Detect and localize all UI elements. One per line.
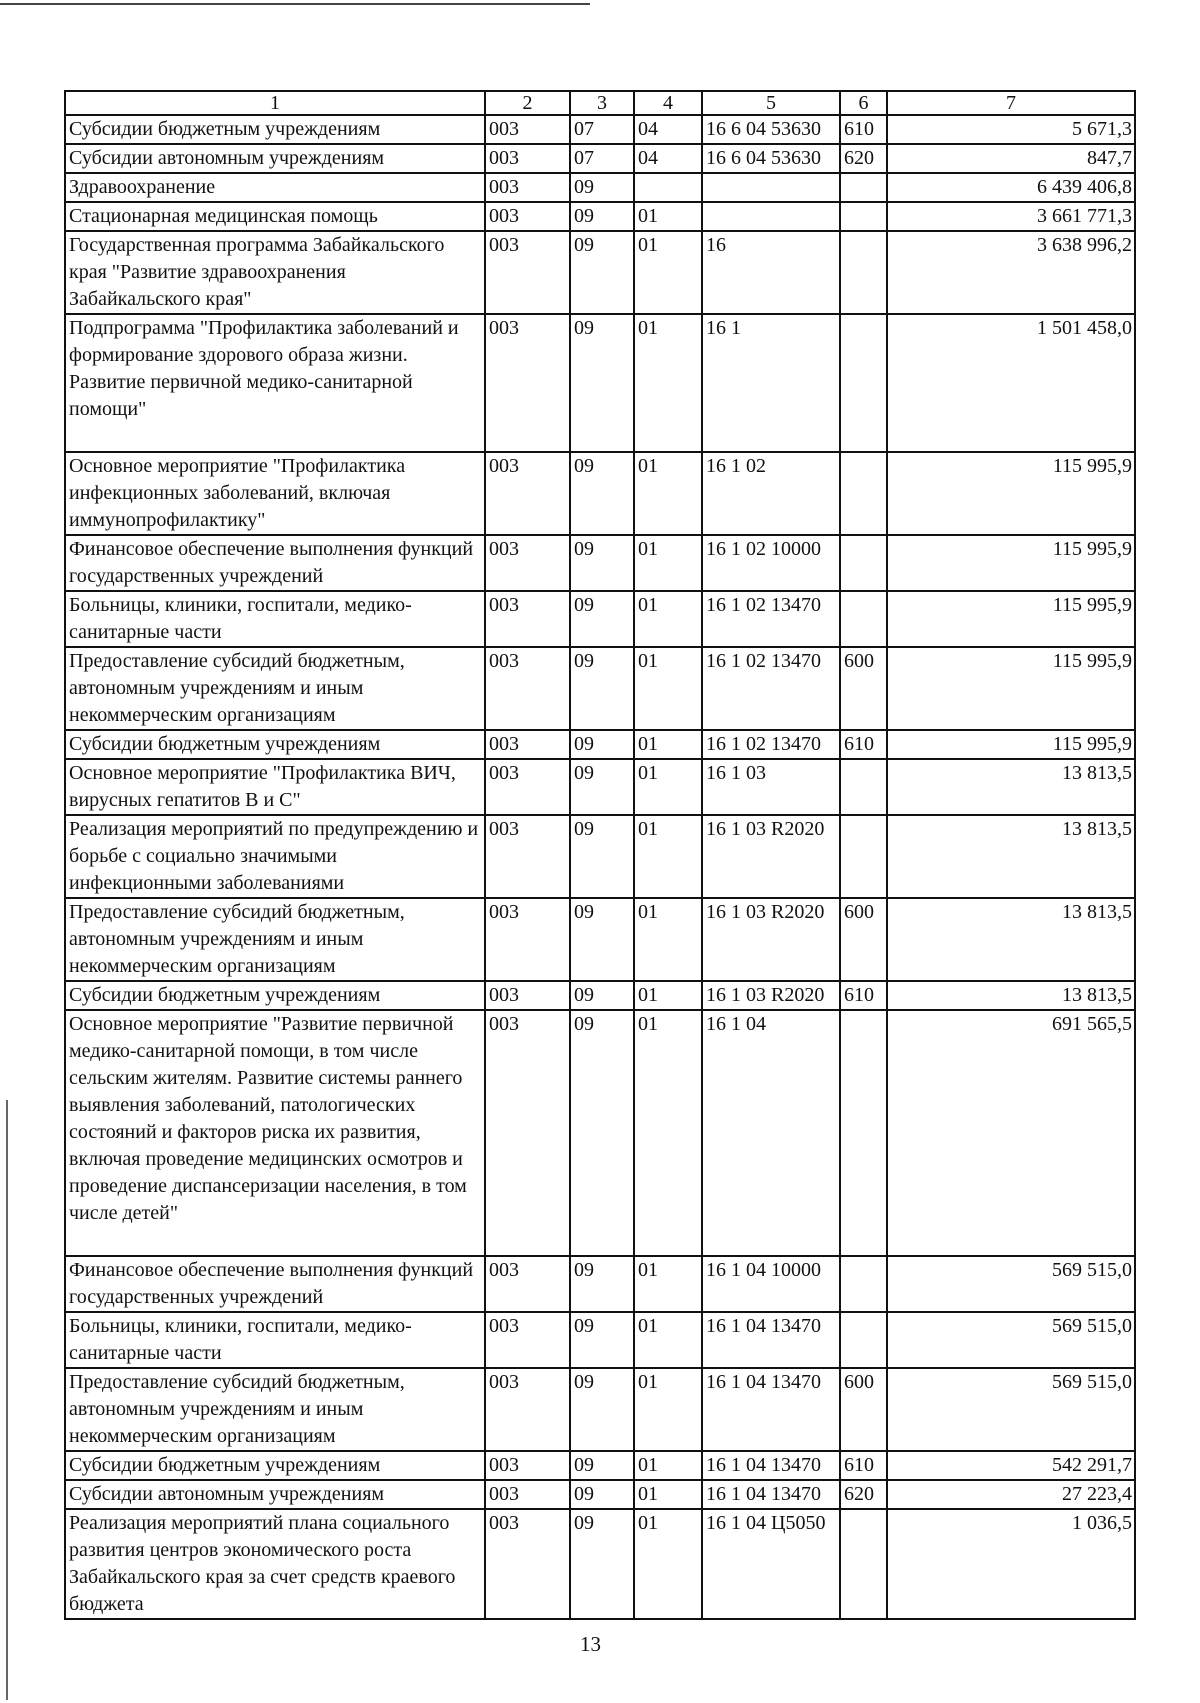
subsection-code-cell: 04 <box>634 144 702 173</box>
header-cell: 7 <box>887 91 1135 115</box>
top-edge-line <box>0 3 590 5</box>
section-code-cell: 09 <box>570 591 634 647</box>
section-code-cell: 09 <box>570 1509 634 1619</box>
subsection-code-cell: 01 <box>634 759 702 815</box>
grbs-code-cell: 003 <box>485 115 570 144</box>
target-article-cell: 16 1 04 Ц5050 <box>702 1509 840 1619</box>
target-article-cell: 16 1 04 13470 <box>702 1480 840 1509</box>
amount-cell: 13 813,5 <box>887 981 1135 1010</box>
section-code-cell: 09 <box>570 452 634 535</box>
target-article-cell <box>702 173 840 202</box>
target-article-cell: 16 1 02 10000 <box>702 535 840 591</box>
subsection-code-cell: 01 <box>634 231 702 314</box>
table-row <box>65 1368 1135 1451</box>
subsection-code-cell: 01 <box>634 647 702 730</box>
expense-type-cell <box>840 815 887 898</box>
grbs-code-cell: 003 <box>485 314 570 452</box>
expense-type-cell <box>840 202 887 231</box>
table-row <box>65 173 1135 202</box>
table-row <box>65 759 1135 815</box>
subsection-code-cell: 01 <box>634 1256 702 1312</box>
amount-cell: 115 995,9 <box>887 591 1135 647</box>
amount-cell: 115 995,9 <box>887 647 1135 730</box>
grbs-code-cell: 003 <box>485 173 570 202</box>
amount-cell: 115 995,9 <box>887 535 1135 591</box>
amount-cell: 6 439 406,8 <box>887 173 1135 202</box>
amount-cell: 13 813,5 <box>887 898 1135 981</box>
section-code-cell: 09 <box>570 759 634 815</box>
row-name-cell: Здравоохранение <box>65 173 485 202</box>
expense-type-cell: 620 <box>840 1480 887 1509</box>
subsection-code-cell: 01 <box>634 1010 702 1256</box>
subsection-code-cell: 01 <box>634 202 702 231</box>
expense-type-cell: 600 <box>840 647 887 730</box>
amount-cell: 13 813,5 <box>887 815 1135 898</box>
row-name-cell: Субсидии автономным учреждениям <box>65 144 485 173</box>
table-row <box>65 1451 1135 1480</box>
row-name-cell: Основное мероприятие "Профилактика ВИЧ, вирусных гепатитов В и С" <box>65 759 485 815</box>
grbs-code-cell: 003 <box>485 231 570 314</box>
grbs-code-cell: 003 <box>485 452 570 535</box>
expense-type-cell <box>840 314 887 452</box>
section-code-cell: 09 <box>570 647 634 730</box>
amount-cell: 569 515,0 <box>887 1312 1135 1368</box>
target-article-cell: 16 1 02 13470 <box>702 647 840 730</box>
grbs-code-cell: 003 <box>485 1010 570 1256</box>
section-code-cell: 09 <box>570 1256 634 1312</box>
section-code-cell: 09 <box>570 1451 634 1480</box>
target-article-cell: 16 1 <box>702 314 840 452</box>
row-name-cell: Субсидии бюджетным учреждениям <box>65 1451 485 1480</box>
header-cell: 2 <box>485 91 570 115</box>
header-cell: 1 <box>65 91 485 115</box>
table-row <box>65 1010 1135 1256</box>
subsection-code-cell: 01 <box>634 1368 702 1451</box>
amount-cell: 5 671,3 <box>887 115 1135 144</box>
target-article-cell: 16 1 02 13470 <box>702 730 840 759</box>
left-edge-line <box>6 1100 8 1700</box>
row-name-cell: Предоставление субсидий бюджетным, автономным учреждениям и иным некоммерческим организациям <box>65 647 485 730</box>
page-number: 13 <box>580 1632 601 1656</box>
expense-type-cell <box>840 173 887 202</box>
target-article-cell: 16 <box>702 231 840 314</box>
table-row <box>65 815 1135 898</box>
target-article-cell: 16 1 03 <box>702 759 840 815</box>
header-cell: 6 <box>840 91 887 115</box>
section-code-cell: 09 <box>570 1010 634 1256</box>
section-code-cell: 09 <box>570 815 634 898</box>
amount-cell: 847,7 <box>887 144 1135 173</box>
target-article-cell: 16 1 02 13470 <box>702 591 840 647</box>
target-article-cell: 16 1 03 R2020 <box>702 815 840 898</box>
section-code-cell: 09 <box>570 314 634 452</box>
grbs-code-cell: 003 <box>485 759 570 815</box>
row-name-cell: Реализация мероприятий по предупреждению и борьбе с социально значимыми инфекционными заболеваниями <box>65 815 485 898</box>
target-article-cell: 16 1 04 13470 <box>702 1368 840 1451</box>
subsection-code-cell: 01 <box>634 1312 702 1368</box>
target-article-cell: 16 1 03 R2020 <box>702 898 840 981</box>
grbs-code-cell: 003 <box>485 202 570 231</box>
subsection-code-cell: 01 <box>634 981 702 1010</box>
expense-type-cell: 610 <box>840 115 887 144</box>
table-row <box>65 202 1135 231</box>
subsection-code-cell: 01 <box>634 1509 702 1619</box>
budget-table <box>64 90 1136 1620</box>
target-article-cell: 16 6 04 53630 <box>702 115 840 144</box>
target-article-cell: 16 1 04 10000 <box>702 1256 840 1312</box>
header-cell: 3 <box>570 91 634 115</box>
header-row <box>65 91 1135 115</box>
row-name-cell: Финансовое обеспечение выполнения функций государственных учреждений <box>65 535 485 591</box>
table-row <box>65 1509 1135 1619</box>
row-name-cell: Субсидии бюджетным учреждениям <box>65 730 485 759</box>
section-code-cell: 09 <box>570 981 634 1010</box>
grbs-code-cell: 003 <box>485 1256 570 1312</box>
expense-type-cell <box>840 1256 887 1312</box>
amount-cell: 115 995,9 <box>887 452 1135 535</box>
amount-cell: 1 036,5 <box>887 1509 1135 1619</box>
amount-cell: 542 291,7 <box>887 1451 1135 1480</box>
subsection-code-cell: 01 <box>634 452 702 535</box>
grbs-code-cell: 003 <box>485 144 570 173</box>
target-article-cell: 16 1 03 R2020 <box>702 981 840 1010</box>
subsection-code-cell <box>634 173 702 202</box>
table-row <box>65 647 1135 730</box>
expense-type-cell <box>840 1509 887 1619</box>
target-article-cell: 16 1 04 <box>702 1010 840 1256</box>
subsection-code-cell: 01 <box>634 898 702 981</box>
table-row <box>65 1480 1135 1509</box>
amount-cell: 691 565,5 <box>887 1010 1135 1256</box>
grbs-code-cell: 003 <box>485 591 570 647</box>
section-code-cell: 09 <box>570 1368 634 1451</box>
table-row <box>65 1256 1135 1312</box>
table-row <box>65 144 1135 173</box>
amount-cell: 3 661 771,3 <box>887 202 1135 231</box>
section-code-cell: 09 <box>570 231 634 314</box>
table-body <box>65 115 1135 1619</box>
target-article-cell <box>702 202 840 231</box>
row-name-cell: Предоставление субсидий бюджетным, автономным учреждениям и иным некоммерческим организациям <box>65 898 485 981</box>
grbs-code-cell: 003 <box>485 1509 570 1619</box>
row-name-cell: Больницы, клиники, госпитали, медико-санитарные части <box>65 1312 485 1368</box>
amount-cell: 13 813,5 <box>887 759 1135 815</box>
expense-type-cell <box>840 231 887 314</box>
subsection-code-cell: 01 <box>634 815 702 898</box>
grbs-code-cell: 003 <box>485 1312 570 1368</box>
header-cell: 4 <box>634 91 702 115</box>
row-name-cell: Государственная программа Забайкальского края "Развитие здравоохранения Забайкальского края" <box>65 231 485 314</box>
section-code-cell: 09 <box>570 1480 634 1509</box>
amount-cell: 3 638 996,2 <box>887 231 1135 314</box>
table-row <box>65 231 1135 314</box>
table-row <box>65 730 1135 759</box>
section-code-cell: 09 <box>570 173 634 202</box>
table-row <box>65 591 1135 647</box>
amount-cell: 569 515,0 <box>887 1256 1135 1312</box>
expense-type-cell <box>840 591 887 647</box>
grbs-code-cell: 003 <box>485 1480 570 1509</box>
section-code-cell: 07 <box>570 115 634 144</box>
expense-type-cell <box>840 535 887 591</box>
expense-type-cell <box>840 1312 887 1368</box>
table-row <box>65 535 1135 591</box>
section-code-cell: 09 <box>570 1312 634 1368</box>
section-code-cell: 09 <box>570 898 634 981</box>
row-name-cell: Основное мероприятие "Развитие первичной медико-санитарной помощи, в том числе сельским жителям. Развитие системы раннего выявления заболеваний, патологических состояний и факторов риска их развития, включая проведение медицинских осмотров и проведение диспансеризации населения, в том числе детей" <box>65 1010 485 1256</box>
row-name-cell: Субсидии автономным учреждениям <box>65 1480 485 1509</box>
section-code-cell: 09 <box>570 202 634 231</box>
expense-type-cell <box>840 759 887 815</box>
grbs-code-cell: 003 <box>485 647 570 730</box>
amount-cell: 569 515,0 <box>887 1368 1135 1451</box>
grbs-code-cell: 003 <box>485 815 570 898</box>
expense-type-cell: 610 <box>840 1451 887 1480</box>
table-row <box>65 452 1135 535</box>
header-cell: 5 <box>702 91 840 115</box>
amount-cell: 1 501 458,0 <box>887 314 1135 452</box>
grbs-code-cell: 003 <box>485 535 570 591</box>
subsection-code-cell: 01 <box>634 535 702 591</box>
row-name-cell: Стационарная медицинская помощь <box>65 202 485 231</box>
subsection-code-cell: 01 <box>634 591 702 647</box>
table-row <box>65 115 1135 144</box>
row-name-cell: Реализация мероприятий плана социального развития центров экономического роста Забайкальского края за счет средств краевого бюджета <box>65 1509 485 1619</box>
row-name-cell: Субсидии бюджетным учреждениям <box>65 981 485 1010</box>
grbs-code-cell: 003 <box>485 1368 570 1451</box>
expense-type-cell: 610 <box>840 981 887 1010</box>
section-code-cell: 09 <box>570 535 634 591</box>
subsection-code-cell: 04 <box>634 115 702 144</box>
table-row <box>65 1312 1135 1368</box>
expense-type-cell: 600 <box>840 898 887 981</box>
subsection-code-cell: 01 <box>634 314 702 452</box>
expense-type-cell <box>840 1010 887 1256</box>
grbs-code-cell: 003 <box>485 981 570 1010</box>
amount-cell: 27 223,4 <box>887 1480 1135 1509</box>
row-name-cell: Подпрограмма "Профилактика заболеваний и формирование здорового образа жизни. Развитие первичной медико-санитарной помощи" <box>65 314 485 452</box>
table-row <box>65 314 1135 452</box>
grbs-code-cell: 003 <box>485 730 570 759</box>
row-name-cell: Предоставление субсидий бюджетным, автономным учреждениям и иным некоммерческим организациям <box>65 1368 485 1451</box>
subsection-code-cell: 01 <box>634 1451 702 1480</box>
row-name-cell: Финансовое обеспечение выполнения функций государственных учреждений <box>65 1256 485 1312</box>
subsection-code-cell: 01 <box>634 1480 702 1509</box>
target-article-cell: 16 6 04 53630 <box>702 144 840 173</box>
amount-cell: 115 995,9 <box>887 730 1135 759</box>
expense-type-cell: 600 <box>840 1368 887 1451</box>
expense-type-cell: 610 <box>840 730 887 759</box>
expense-type-cell <box>840 452 887 535</box>
target-article-cell: 16 1 02 <box>702 452 840 535</box>
section-code-cell: 09 <box>570 730 634 759</box>
table-row <box>65 981 1135 1010</box>
grbs-code-cell: 003 <box>485 1451 570 1480</box>
grbs-code-cell: 003 <box>485 898 570 981</box>
section-code-cell: 07 <box>570 144 634 173</box>
expense-type-cell: 620 <box>840 144 887 173</box>
row-name-cell: Основное мероприятие "Профилактика инфекционных заболеваний, включая иммунопрофилактику" <box>65 452 485 535</box>
target-article-cell: 16 1 04 13470 <box>702 1451 840 1480</box>
target-article-cell: 16 1 04 13470 <box>702 1312 840 1368</box>
row-name-cell: Субсидии бюджетным учреждениям <box>65 115 485 144</box>
row-name-cell: Больницы, клиники, госпитали, медико-санитарные части <box>65 591 485 647</box>
table-row <box>65 898 1135 981</box>
subsection-code-cell: 01 <box>634 730 702 759</box>
